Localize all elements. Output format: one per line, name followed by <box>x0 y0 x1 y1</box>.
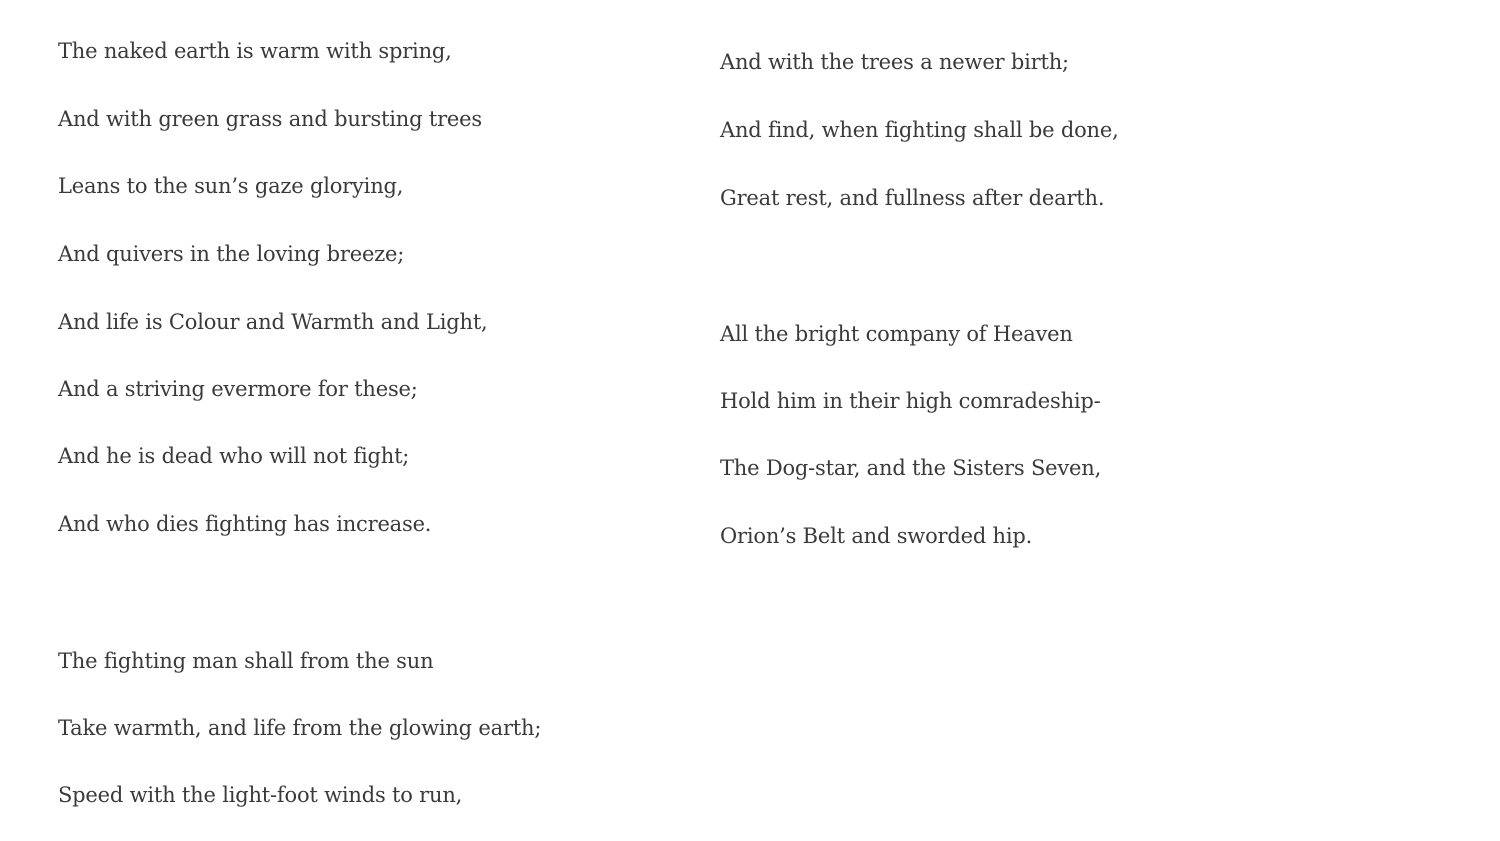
poem-line: And he is dead who will not fight; <box>58 444 410 468</box>
poem-line: Take warmth, and life from the glowing earth; <box>58 716 542 740</box>
poem-line: All the bright company of Heaven <box>720 322 1073 346</box>
poem-line: Hold him in their high comradeship- <box>720 389 1101 413</box>
poem-line: And a striving evermore for these; <box>58 377 418 401</box>
poem-line: Leans to the sun’s gaze glorying, <box>58 174 404 198</box>
poem-line: And with green grass and bursting trees <box>58 107 482 131</box>
poem-line: Great rest, and fullness after dearth. <box>720 186 1105 210</box>
poem-line: The fighting man shall from the sun <box>58 649 434 673</box>
poem-line: And who dies fighting has increase. <box>58 512 432 536</box>
poem-line: Orion’s Belt and sworded hip. <box>720 524 1033 548</box>
poem-line: Speed with the light-foot winds to run, <box>58 783 463 807</box>
poem-line: And quivers in the loving breeze; <box>58 242 405 266</box>
poem-line: And find, when fighting shall be done, <box>720 118 1119 142</box>
poem-line: The Dog-star, and the Sisters Seven, <box>720 456 1102 480</box>
poem-line: The naked earth is warm with spring, <box>58 39 452 63</box>
poem-line: And with the trees a newer birth; <box>720 50 1069 74</box>
poem-line: And life is Colour and Warmth and Light, <box>58 310 488 334</box>
